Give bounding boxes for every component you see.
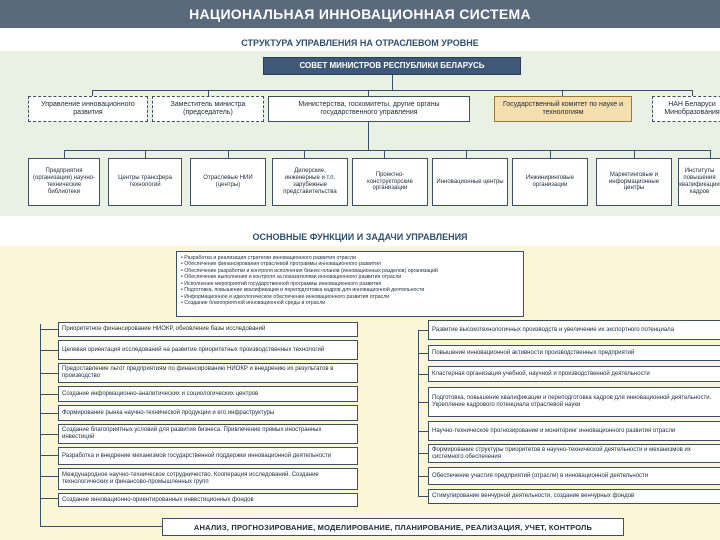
connector: [418, 374, 428, 375]
engineering-organizations-box: Инжиниринговые организации: [512, 158, 588, 206]
council-box: СОВЕТ МИНИСТРОВ РЕСПУБЛИКИ БЕЛАРУСЬ: [263, 57, 521, 75]
connector: [64, 150, 65, 158]
connector: [392, 75, 393, 90]
connector: [40, 373, 58, 374]
deputy-minister-box: Заместитель министра (председатель): [152, 96, 264, 122]
left-spine: [40, 324, 41, 527]
function-left-item: Международное научно-техническое сотрудничество. Кооперация исследований. Создание технологических и финансово-промышленных групп: [58, 468, 358, 490]
connector: [64, 150, 710, 151]
connector: [40, 394, 58, 395]
connector: [40, 434, 58, 435]
connector: [418, 431, 428, 432]
header-bar: [0, 0, 720, 28]
task-item: • Информационное и идеологическое обеспечение инновационного развития отрасли: [181, 293, 390, 300]
connector: [40, 455, 58, 456]
connector: [634, 150, 635, 158]
function-left-item: Целевая ориентация исследований на развитие приоритетных производственных технологий: [58, 340, 358, 360]
structure-subtitle: СТРУКТУРА УПРАВЛЕНИЯ НА ОТРАСЛЕВОМ УРОВНЕ: [241, 38, 479, 48]
function-right-item: Подготовка, повышение квалификации и переподготовка кадров для инновационной деятельности. Укрепление кадрового потенциала отраслевой науки: [428, 387, 720, 417]
connector: [466, 150, 467, 158]
left-spine-bottom: [40, 526, 162, 527]
training-institutes-box: Институты повышения квалификации кадров: [678, 158, 720, 206]
task-item: • Подготовка, повышение квалификации и переподготовка кадров для инновационной деятельности: [181, 287, 425, 294]
function-right-item: Формирование структуры приоритетов в научно-технической деятельности и механизмов их системного обеспечения: [428, 444, 720, 463]
page-title: НАЦИОНАЛЬНАЯ ИННОВАЦИОННАЯ СИСТЕМА: [189, 6, 531, 22]
task-item: • Исполнение мероприятий государственной программы инновационного развития: [181, 280, 382, 287]
function-left-item: Формирование рынка научно-технической продукции и его инфраструктуры: [58, 405, 358, 421]
task-item: • Создание благоприятной инновационной среды в отрасли: [181, 300, 326, 307]
connector: [145, 150, 146, 158]
task-item: • Разработка и реализация стратегии инновационного развития отрасли: [181, 255, 356, 261]
function-left-item: Создание благоприятных условий для развития бизнеса. Привлечение прямых иностранных инвестиций: [58, 424, 358, 444]
connector: [418, 476, 428, 477]
innovation-centers-box: Инновационные центры: [432, 158, 508, 206]
function-right-item: Обеспечение участия предприятий (отрасли) в инновационной деятельности: [428, 467, 720, 485]
function-left-item: Приоритетное финансирование НИОКР, обновление базы исследований: [58, 322, 358, 337]
connector: [418, 402, 428, 403]
connector: [368, 122, 369, 150]
function-right-item: Повышение инновационной активности производственных предприятий: [428, 345, 720, 361]
connector: [40, 413, 58, 414]
function-right-item: Кластерная организация учебной, научной и производственной деятельности: [428, 366, 720, 382]
task-item: • Обеспечение разработки и контроля исполнения бизнес-планов (инновационных разделов) организаций: [181, 267, 438, 274]
connector: [40, 498, 58, 499]
design-organizations-box: Проектно-конструкторские организации: [352, 158, 428, 206]
academy-education-box: НАН Беларуси Минобразования: [652, 96, 720, 122]
connector: [418, 353, 428, 354]
connector: [40, 350, 58, 351]
state-committee-box: Государственный комитет по науке и технологиям: [494, 96, 632, 122]
connector: [40, 329, 58, 330]
tasks-list-box: [176, 251, 524, 317]
enterprises-box: Предприятия (организации) научно-технические библиотеки: [28, 158, 100, 206]
function-left-item: Разработка и внедрение механизмов государственной поддержки инновационной деятельности: [58, 447, 358, 465]
bottom-bar: АНАЛИЗ, ПРОГНОЗИРОВАНИЕ, МОДЕЛИРОВАНИЕ, ПЛАНИРОВАНИЕ, РЕАЛИЗАЦИЯ, УЧЕТ, КОНТРОЛЬ: [162, 518, 624, 536]
function-right-item: Развитие высокотехнологичных производств и увеличение их экспортного потенциала: [428, 320, 720, 340]
functions-subtitle: ОСНОВНЫЕ ФУНКЦИИ И ЗАДАЧИ УПРАВЛЕНИЯ: [252, 232, 468, 242]
research-institutes-box: Отраслевые НИИ (центры): [190, 158, 266, 206]
technology-transfer-box: Центры трансфера технологий: [108, 158, 182, 206]
function-right-item: Стимулирование венчурной деятельности, создание венчурных фондов: [428, 489, 720, 504]
connector: [384, 150, 385, 158]
connector: [710, 150, 711, 158]
connector: [550, 150, 551, 158]
connector: [418, 496, 428, 497]
right-spine: [418, 330, 419, 497]
connector: [40, 476, 58, 477]
ministries-box: Министерства, госкомитеты, другие органы государственного управления: [268, 96, 470, 122]
connector: [418, 453, 428, 454]
connector: [418, 330, 428, 331]
innovation-department-box: Управление инновационного развития: [28, 96, 148, 122]
connector: [304, 150, 305, 158]
function-right-item: Научно-техническое прогнозирование и мониторинг инновационного развития отрасли: [428, 421, 720, 441]
connector: [92, 90, 692, 91]
function-left-item: Предоставление льгот предприятиям по финансированию НИОКР и внедрению их результатов в производство: [58, 363, 358, 383]
task-item: • Обеспечение финансирования отраслевой программы инновационного развития: [181, 261, 381, 268]
representative-offices-box: Дилерские, инженерные и т.п. зарубежные представительства: [272, 158, 348, 206]
marketing-centers-box: Маркетинговые и информационные центры: [596, 158, 672, 206]
task-item: • Обеспечение выполнения и контроля за показателями инновационного развития отрасли: [181, 274, 402, 281]
connector: [228, 150, 229, 158]
function-left-item: Создание инновационно-ориентированных инвестиционных фондов: [58, 493, 358, 507]
function-left-item: Создание информационно-аналитических и социологических центров: [58, 386, 358, 402]
